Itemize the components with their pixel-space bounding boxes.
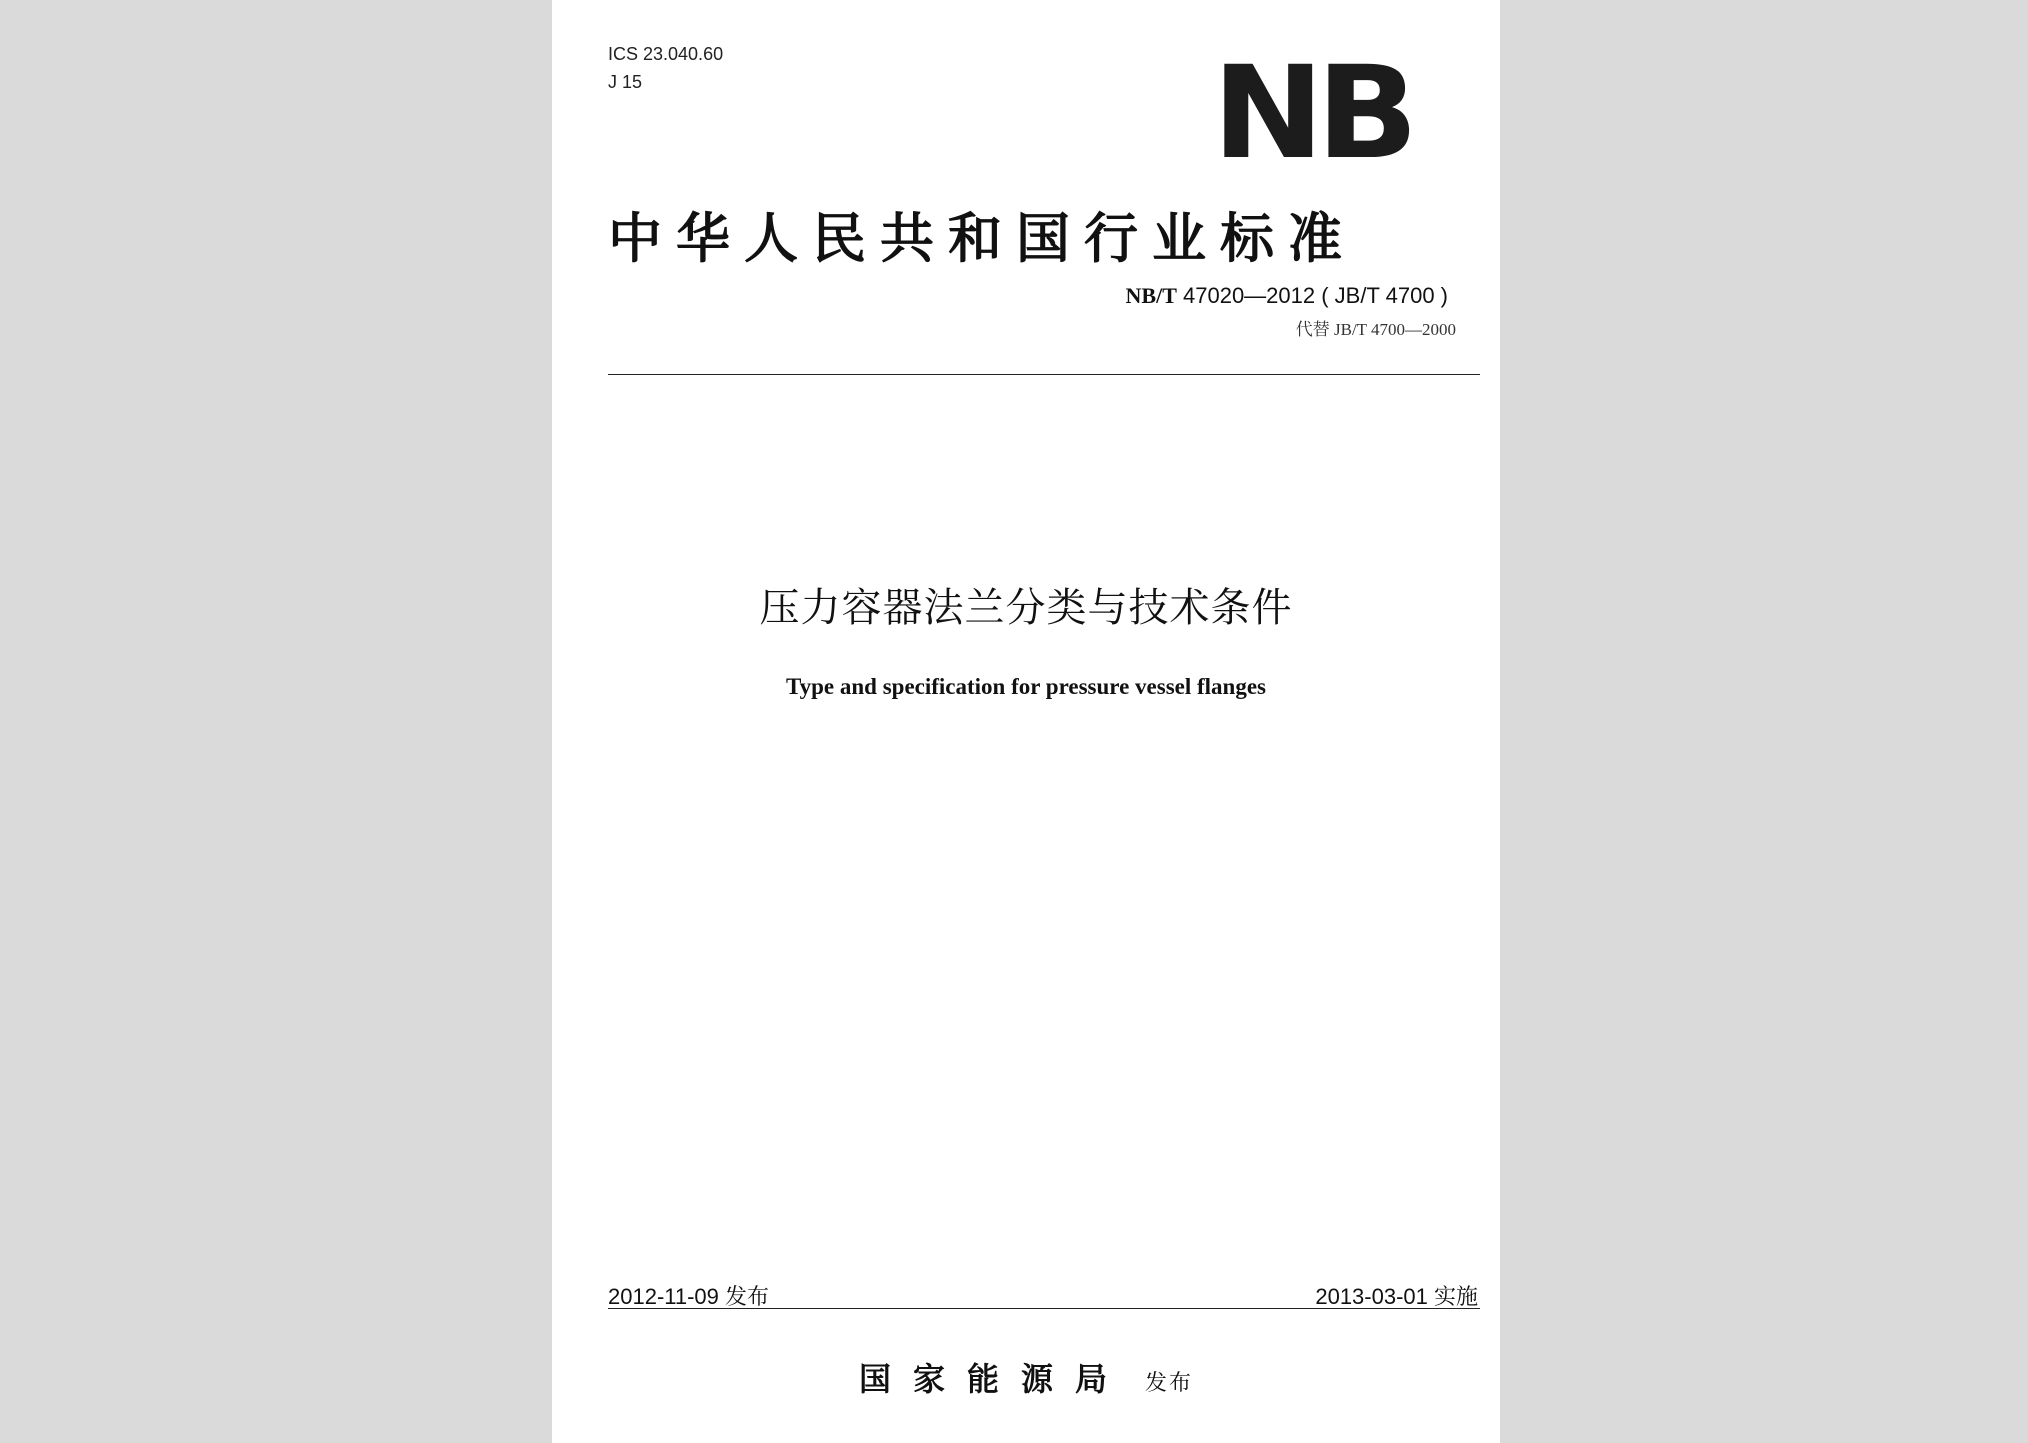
standard-prefix: NB/T bbox=[1125, 283, 1177, 308]
issuer-org: 国家能源局 bbox=[858, 1360, 1129, 1398]
standard-code: 47020—2012 ( JB/T 4700 ) bbox=[1183, 283, 1448, 308]
standard-number bbox=[1126, 283, 1448, 309]
footer-divider bbox=[608, 1308, 1480, 1309]
issuer-line bbox=[552, 1354, 1500, 1400]
header-divider bbox=[608, 374, 1480, 375]
implementation-date: 2013-03-01 实施 bbox=[1315, 1284, 1478, 1309]
issue-date: 2012-11-09 发布 bbox=[608, 1284, 770, 1309]
document-title-en: Type and specification for pressure vessel flanges bbox=[785, 674, 1266, 699]
org-title: 中华人民共和国行业标准 bbox=[608, 206, 1356, 270]
document-title-cn: 压力容器法兰分类与技术条件 bbox=[759, 585, 1293, 631]
replaces-standard: 代替 JB/T 4700—2000 bbox=[1295, 320, 1456, 339]
issuer-verb: 发布 bbox=[1145, 1371, 1194, 1396]
ics-code: ICS 23.040.60 bbox=[608, 44, 724, 64]
nb-logo: NB bbox=[1212, 39, 1411, 188]
document-cover bbox=[552, 0, 1500, 1443]
classification-code: J 15 bbox=[608, 72, 643, 92]
